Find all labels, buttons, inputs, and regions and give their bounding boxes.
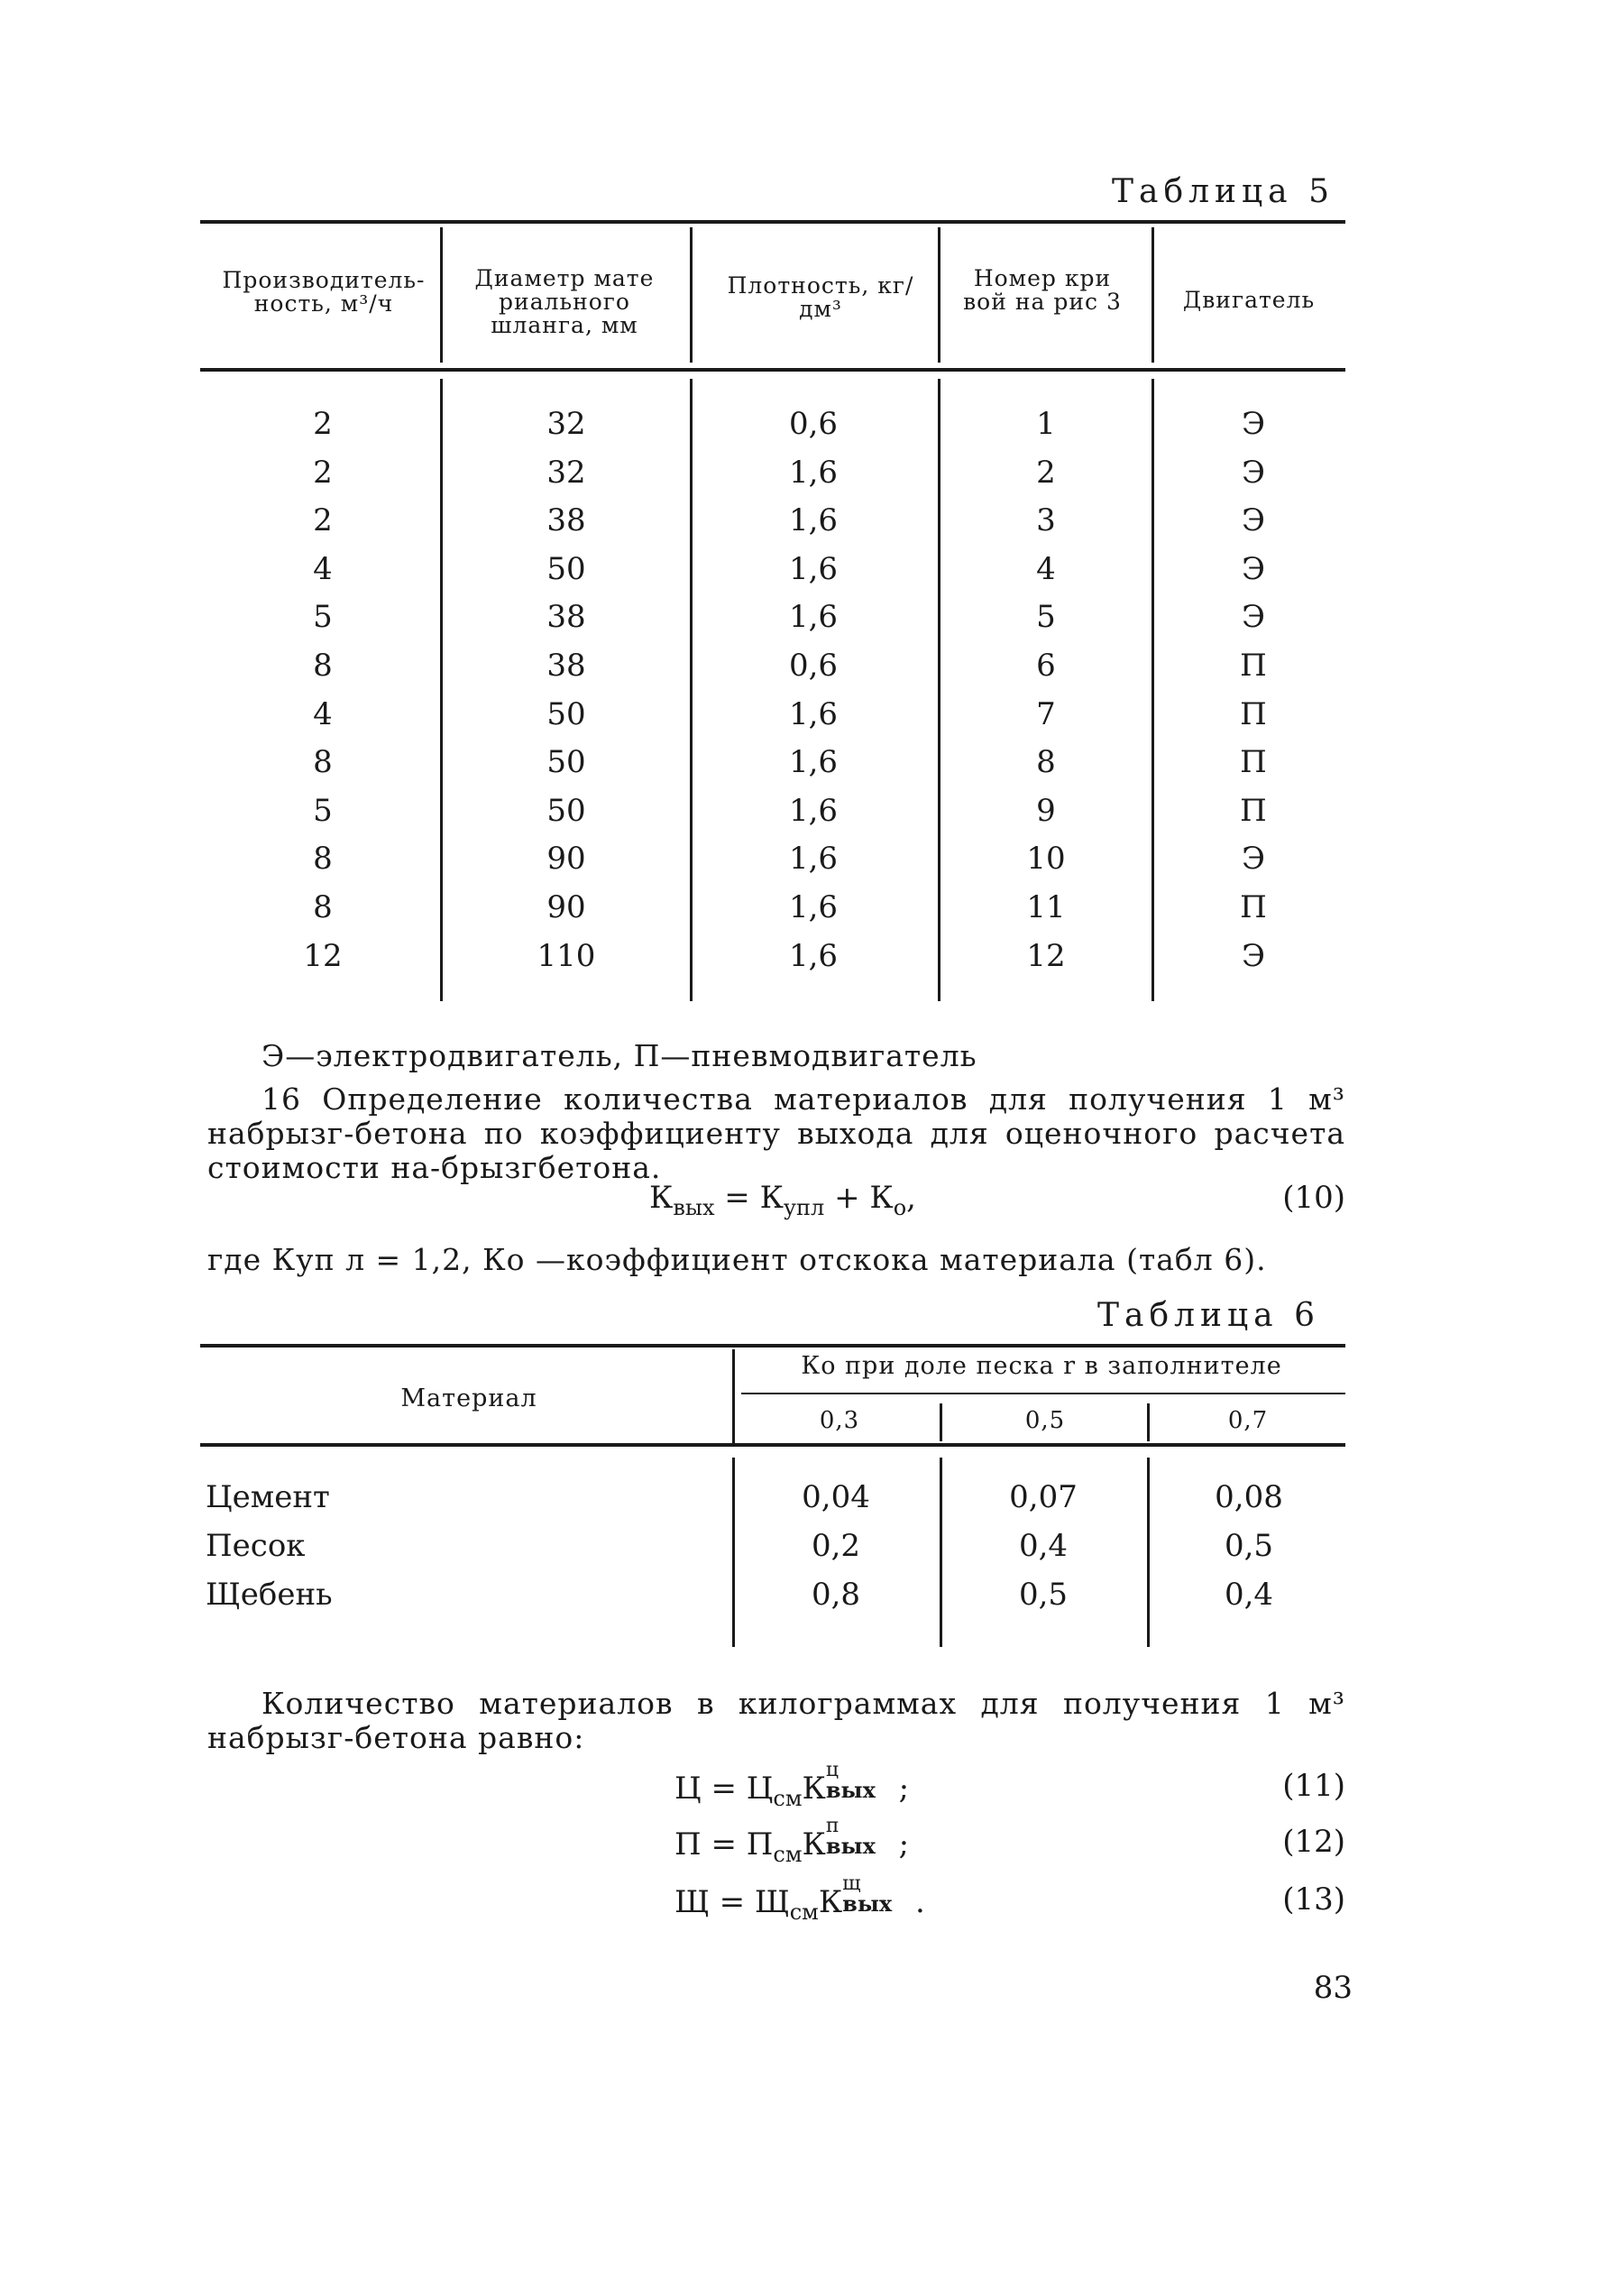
table6-subheader-07: 0,7 (1227, 1407, 1269, 1434)
table6-cell: 0,5 (1224, 1528, 1274, 1564)
table6-subheader-03: 0,3 (819, 1407, 860, 1434)
formula-ksub: вых (825, 1777, 876, 1803)
table6-material-name: Песок (206, 1528, 306, 1564)
table5-cell: 0,6 (788, 648, 839, 684)
table6-vline (732, 1349, 735, 1443)
formula-10-lhs: К (649, 1180, 674, 1216)
table5-cell: 8 (1036, 744, 1056, 781)
table6-cell: 0,4 (1224, 1577, 1274, 1613)
table5-cell: 3 (1036, 502, 1056, 539)
table5-header-diameter: Диаметр мате риального шланга, мм (474, 265, 655, 338)
table5-cell: 50 (546, 792, 586, 829)
table6-subheader-05: 0,5 (1024, 1407, 1066, 1434)
table5-header-rule (200, 368, 1345, 372)
formula-line (674, 1815, 910, 1867)
table5-cell: 1,6 (788, 454, 839, 491)
table5-cell: 1,6 (788, 937, 839, 974)
table6-cell: 0,5 (1018, 1577, 1069, 1613)
formula-sup: ц (825, 1759, 839, 1781)
table6-cell: 0,07 (1009, 1479, 1078, 1515)
formula-supsub (825, 1759, 889, 1804)
formula-number: (12) (1282, 1824, 1345, 1860)
table6-cell: 0,4 (1018, 1528, 1069, 1564)
table5-cell: 1,6 (788, 550, 839, 587)
formula-tail: ; (888, 1771, 910, 1807)
formula-10-lhs-sub: вых (673, 1195, 715, 1220)
table5-caption: Таблица 5 (1112, 173, 1335, 210)
formula-sup: п (825, 1815, 840, 1837)
table6-cell: 0,8 (811, 1577, 861, 1613)
table5-cell: 1,6 (788, 502, 839, 539)
table5-cell: 4 (313, 695, 333, 732)
table5-cell: 1,6 (788, 695, 839, 732)
table6-material-name: Щебень (206, 1577, 333, 1613)
formula-10-mid: = К (714, 1180, 784, 1216)
formula-line (674, 1872, 925, 1925)
table5-top-rule (200, 220, 1345, 224)
table6-vline (732, 1458, 735, 1647)
table5-cell: 110 (537, 937, 596, 974)
table5-cell: 0,6 (788, 406, 839, 442)
table5-vline (1151, 227, 1154, 363)
where-text: где Куп л = 1,2, Ко —коэффициент отскока материала (табл 6). (207, 1242, 1267, 1277)
table5-vline (938, 227, 940, 363)
table5-cell: 7 (1036, 695, 1056, 732)
formula-10 (649, 1180, 916, 1220)
formula-ksub: вых (842, 1890, 893, 1917)
table5-cell: П (1240, 648, 1267, 684)
table5-cell: 8 (313, 648, 333, 684)
table5-cell: П (1240, 792, 1267, 829)
table5-cell: Э (1241, 937, 1265, 974)
formula-number: (11) (1282, 1768, 1345, 1804)
formula-line (674, 1759, 910, 1811)
table5-cell: 2 (1036, 454, 1056, 491)
formula-lhs: Щ = Щ (674, 1884, 790, 1920)
table6-caption: Таблица 6 (1097, 1297, 1320, 1334)
table5-cell: 6 (1036, 648, 1056, 684)
formula-k: К (802, 1826, 826, 1863)
table6-cell: 0,08 (1215, 1479, 1283, 1515)
table5-cell: 10 (1026, 841, 1066, 878)
table5-cell: Э (1241, 406, 1265, 442)
table5-cell: 32 (546, 454, 586, 491)
formula-supsub (842, 1872, 905, 1918)
table5-cell: 38 (546, 502, 586, 539)
table5-vline (440, 227, 443, 363)
section-16-paragraph: 16 Определение количества материалов для получения 1 м³ набрызг-бетона по коэффициенту выхода для оценочного расчета стоимости на-брызгбетона. (207, 1081, 1345, 1185)
table6-material-name: Цемент (206, 1479, 330, 1515)
table5-header-density: Плотность, кг/дм³ (727, 272, 914, 322)
table5-cell: П (1240, 744, 1267, 781)
table5-cell: 8 (313, 889, 333, 925)
table5-cell: Э (1241, 550, 1265, 587)
table5-cell: 9 (1036, 792, 1056, 829)
table5-header-productivity: Производитель-ность, м³/ч (222, 267, 426, 317)
table6-cell: 0,04 (802, 1479, 870, 1515)
table6-header-rule (200, 1443, 1345, 1447)
table5-cell: 2 (313, 454, 333, 491)
table5-vline (1151, 379, 1154, 1001)
formula-number: (13) (1282, 1881, 1345, 1918)
formula-supsub (825, 1815, 889, 1860)
table6-cell: 0,2 (811, 1528, 861, 1564)
table5-cell: 12 (1026, 937, 1066, 974)
table5-cell: 8 (313, 841, 333, 878)
table5-vline (440, 379, 443, 1001)
table5-cell: 38 (546, 648, 586, 684)
formula-lhs-sub: см (773, 1786, 803, 1811)
formula-10-number: (10) (1282, 1180, 1345, 1216)
table5-cell: 1,6 (788, 841, 839, 878)
table5-cell: П (1240, 889, 1267, 925)
table5-cell: П (1240, 695, 1267, 732)
formula-tail: . (905, 1884, 925, 1920)
table5-cell: 90 (546, 841, 586, 878)
table5-cell: 1,6 (788, 792, 839, 829)
engine-legend: Э—электродвигатель, П—пневмодвигатель (261, 1038, 977, 1073)
table5-cell: 2 (313, 502, 333, 539)
table5-cell: 8 (313, 744, 333, 781)
formula-tail: ; (888, 1826, 910, 1863)
table5-cell: Э (1241, 841, 1265, 878)
table5-cell: 1,6 (788, 599, 839, 636)
table5-cell: 90 (546, 889, 586, 925)
table5-cell: Э (1241, 599, 1265, 636)
formula-k: К (802, 1771, 826, 1807)
table5-vline (938, 379, 940, 1001)
formula-lhs: Ц = Ц (674, 1771, 774, 1807)
table6-vline (940, 1403, 942, 1441)
formula-lhs-sub: см (773, 1842, 803, 1867)
formula-10-rhs: + К (824, 1180, 894, 1216)
table6-vline (940, 1458, 942, 1647)
formula-ksub: вых (825, 1833, 876, 1859)
table5-cell: 1,6 (788, 889, 839, 925)
table5-cell: 32 (546, 406, 586, 442)
table5-vline (690, 379, 693, 1001)
formula-lhs: П = П (674, 1826, 774, 1863)
table6-header-group: Ко при доле песка r в заполнителе (801, 1352, 1282, 1380)
table5-header-curve: Номер кри вой на рис 3 (963, 265, 1122, 315)
table5-vline (690, 227, 693, 363)
table5-cell: Э (1241, 502, 1265, 539)
table6-top-rule (200, 1344, 1345, 1348)
table5-cell: 5 (313, 599, 333, 636)
table5-cell: 12 (303, 937, 343, 974)
table5-cell: 2 (313, 406, 333, 442)
formula-10-mid-sub: упл (783, 1195, 825, 1220)
table6-subheader-rule (741, 1393, 1345, 1394)
table6-vline (1147, 1403, 1150, 1441)
table5-cell: 4 (313, 550, 333, 587)
table5-cell: 5 (1036, 599, 1056, 636)
page-number: 83 (1313, 1970, 1353, 2006)
formula-k: К (818, 1884, 843, 1920)
table5-header-engine: Двигатель (1182, 287, 1316, 313)
table5-cell: 38 (546, 599, 586, 636)
table5-cell: 50 (546, 744, 586, 781)
formula-10-rhs-sub: о (893, 1195, 907, 1220)
table5-cell: 50 (546, 550, 586, 587)
quantity-paragraph: Количество материалов в килограммах для получения 1 м³ набрызг-бетона равно: (207, 1686, 1345, 1755)
table5-cell: Э (1241, 454, 1265, 491)
table6-header-material: Материал (400, 1384, 537, 1412)
formula-lhs-sub: см (789, 1899, 819, 1925)
table5-cell: 50 (546, 695, 586, 732)
table5-cell: 1,6 (788, 744, 839, 781)
table5-cell: 4 (1036, 550, 1056, 587)
table5-cell: 1 (1036, 406, 1056, 442)
table6-vline (1147, 1458, 1150, 1647)
formula-10-tail: , (906, 1180, 916, 1216)
table5-cell: 11 (1026, 889, 1066, 925)
formula-sup: щ (842, 1872, 861, 1895)
table5-cell: 5 (313, 792, 333, 829)
